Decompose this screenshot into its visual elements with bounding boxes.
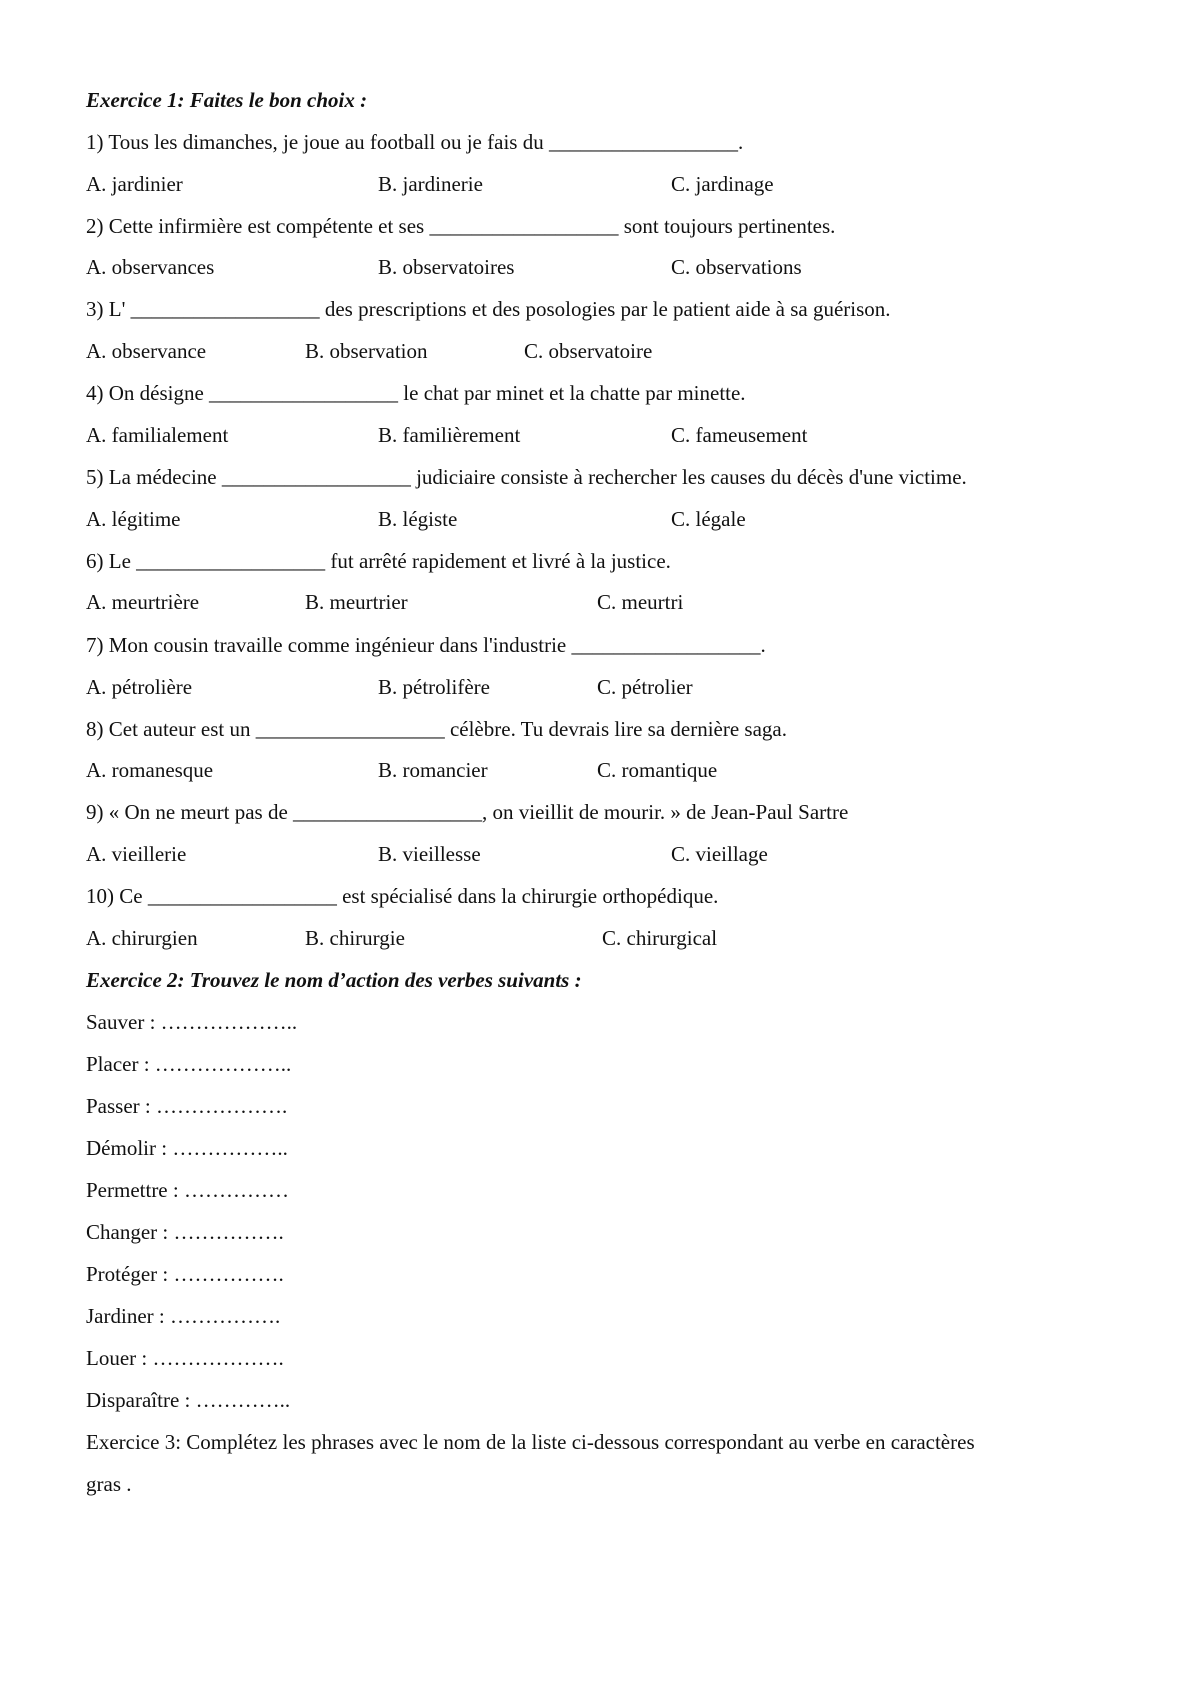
question-10: 10) Ce __________________ est spécialisé dans la chirurgie orthopédique. xyxy=(86,884,719,908)
option-b: B. jardinerie xyxy=(378,172,483,196)
option-c: C. fameusement xyxy=(671,423,808,447)
question-7: 7) Mon cousin travaille comme ingénieur dans l'industrie __________________. xyxy=(86,633,766,657)
option-a: A. romanesque xyxy=(86,758,214,782)
question-2-options xyxy=(86,254,1086,280)
verb-item: Louer : ………………. xyxy=(86,1346,284,1370)
option-b: B. légiste xyxy=(378,507,458,531)
option-c: C. meurtri xyxy=(597,590,684,614)
question-6-options xyxy=(86,589,1086,615)
exercise-1-heading: Exercice 1: Faites le bon choix : xyxy=(86,88,368,112)
option-c: C. romantique xyxy=(597,758,718,782)
option-b: B. romancier xyxy=(378,758,488,782)
option-c: C. observations xyxy=(671,255,802,279)
question-6: 6) Le __________________ fut arrêté rapidement et livré à la justice. xyxy=(86,549,671,573)
question-10-options xyxy=(86,925,1086,951)
option-b: B. observatoires xyxy=(378,255,515,279)
exercise-3-instruction-continued: gras . xyxy=(86,1472,132,1496)
option-b: B. chirurgie xyxy=(305,926,405,950)
option-b: B. meurtrier xyxy=(305,590,408,614)
option-b: B. familièrement xyxy=(378,423,521,447)
verb-item: Placer : ……………….. xyxy=(86,1052,292,1076)
question-4: 4) On désigne __________________ le chat par minet et la chatte par minette. xyxy=(86,381,746,405)
exercise-2-heading: Exercice 2: Trouvez le nom d’action des verbes suivants : xyxy=(86,968,582,992)
option-a: A. pétrolière xyxy=(86,675,193,699)
verb-item: Jardiner : ……………. xyxy=(86,1304,281,1328)
question-9: 9) « On ne meurt pas de __________________, on vieillit de mourir. » de Jean-Paul Sartre xyxy=(86,800,849,824)
option-a: A. jardinier xyxy=(86,172,183,196)
option-b: B. observation xyxy=(305,339,428,363)
question-2: 2) Cette infirmière est compétente et ses __________________ sont toujours pertinentes. xyxy=(86,214,836,238)
option-c: C. jardinage xyxy=(671,172,774,196)
option-c: C. vieillage xyxy=(671,842,768,866)
verb-item: Protéger : ……………. xyxy=(86,1262,284,1286)
question-1: 1) Tous les dimanches, je joue au football ou je fais du __________________. xyxy=(86,130,744,154)
option-b: B. vieillesse xyxy=(378,842,481,866)
question-8: 8) Cet auteur est un __________________ célèbre. Tu devrais lire sa dernière saga. xyxy=(86,717,787,741)
question-4-options xyxy=(86,422,1086,448)
question-7-options xyxy=(86,674,1086,700)
question-3-options xyxy=(86,338,1086,364)
verb-item: Passer : ………………. xyxy=(86,1094,288,1118)
question-5-options xyxy=(86,506,1086,532)
option-c: C. pétrolier xyxy=(597,675,693,699)
option-a: A. vieillerie xyxy=(86,842,187,866)
option-a: A. observances xyxy=(86,255,215,279)
exercise-3-instruction: Exercice 3: Complétez les phrases avec le nom de la liste ci-dessous correspondant au verbe en caractères xyxy=(86,1430,975,1454)
question-3: 3) L' __________________ des prescriptions et des posologies par le patient aide à sa guérison. xyxy=(86,297,891,321)
question-1-options xyxy=(86,171,1086,197)
option-a: A. chirurgien xyxy=(86,926,198,950)
verb-item: Disparaître : ………….. xyxy=(86,1388,291,1412)
verb-item: Sauver : ……………….. xyxy=(86,1010,298,1034)
option-a: A. observance xyxy=(86,339,207,363)
question-9-options xyxy=(86,841,1086,867)
option-a: A. légitime xyxy=(86,507,181,531)
option-a: A. meurtrière xyxy=(86,590,200,614)
option-c: C. chirurgical xyxy=(602,926,718,950)
verb-item: Démolir : …………….. xyxy=(86,1136,288,1160)
option-c: C. observatoire xyxy=(524,339,653,363)
option-a: A. familialement xyxy=(86,423,229,447)
question-5: 5) La médecine __________________ judiciaire consiste à rechercher les causes du décès d'une victime. xyxy=(86,465,967,489)
verb-item: Changer : ……………. xyxy=(86,1220,284,1244)
option-c: C. légale xyxy=(671,507,746,531)
verb-item: Permettre : …………… xyxy=(86,1178,289,1202)
option-b: B. pétrolifère xyxy=(378,675,490,699)
question-8-options xyxy=(86,757,1086,783)
